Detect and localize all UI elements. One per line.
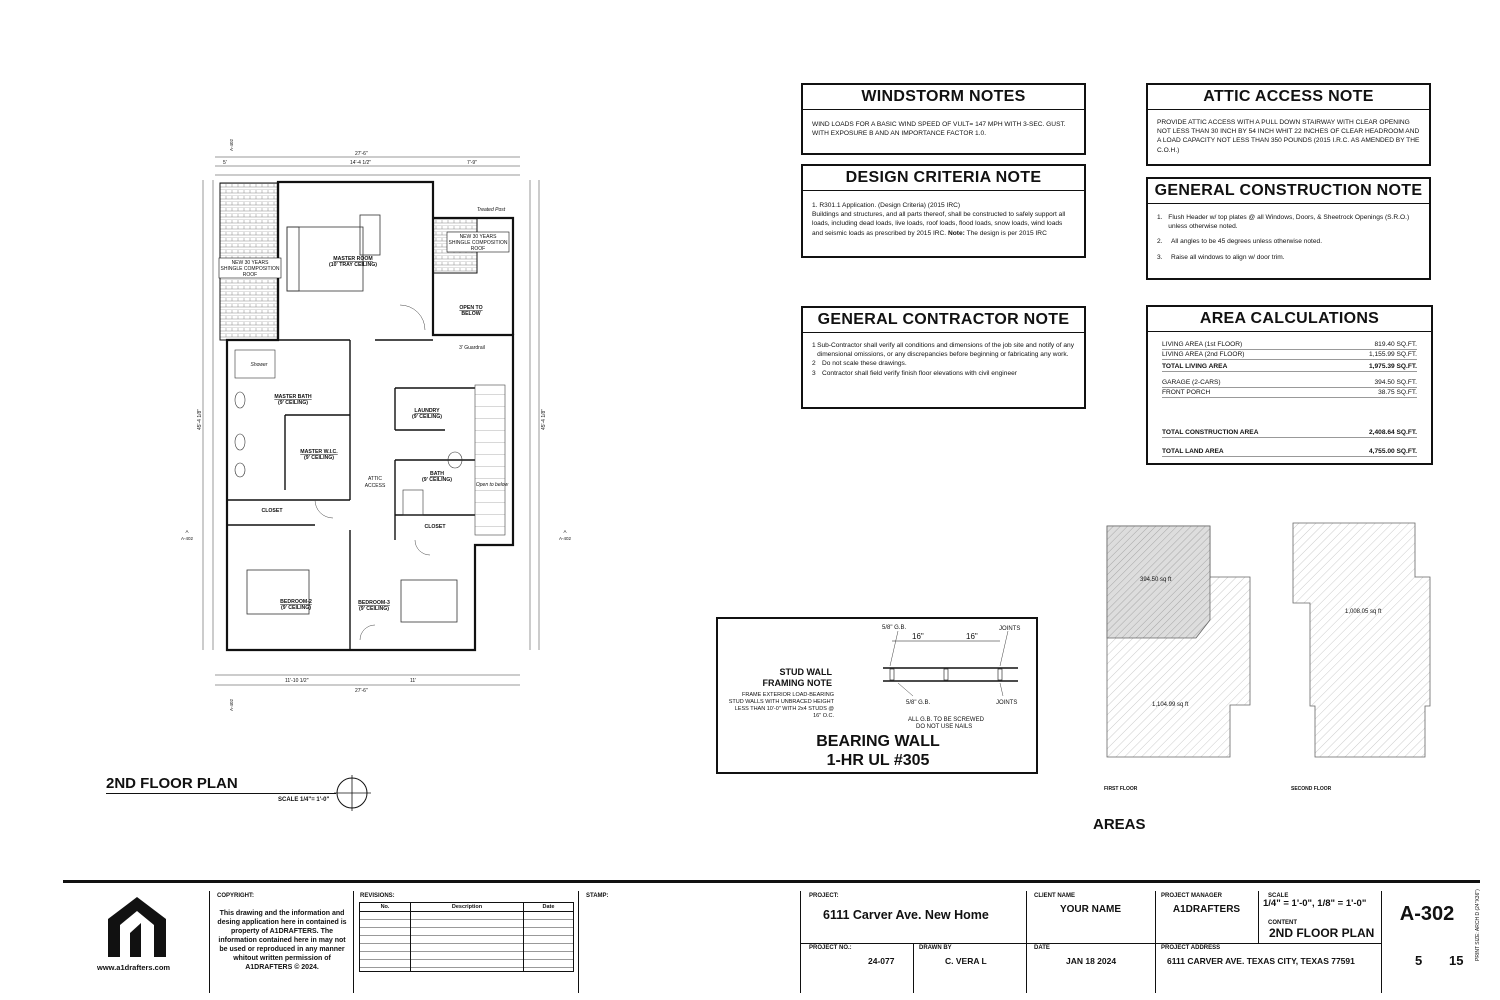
general-contractor-note (801, 306, 1086, 409)
scale-value: 1/4" = 1'-0", 1/8" = 1'-0" (1263, 898, 1367, 909)
plan-title: 2ND FLOOR PLAN (106, 775, 238, 792)
date-value: JAN 18 2024 (1066, 956, 1117, 966)
attic-title: ATTIC ACCESS NOTE (1148, 85, 1429, 110)
treated-post-label: Treated Post (476, 207, 506, 213)
copyright-label: COPYRIGHT: (217, 893, 255, 899)
open-below-label: Open to below (475, 482, 509, 488)
content-value: 2ND FLOOR PLAN (1269, 926, 1375, 940)
roof-left-line3: ROOF (242, 272, 258, 278)
garage-area-label: 394.50 sq ft (1140, 577, 1172, 583)
stud-gb-top: 5/8" G.B. (882, 625, 907, 631)
design-note-label: Note: (947, 229, 965, 237)
stud-spacing-1: 16" (912, 632, 924, 641)
area-row-total-construction: TOTAL CONSTRUCTION AREA 2,408.64 SQ.FT. (1162, 429, 1417, 436)
copyright-text: This drawing and the information and desing application here in contained is property of A1DRAFTERS. The information contained here in may not be used or reproduced in any manner whitout written permission of A1DRAFTERS © 2024. (217, 910, 347, 971)
roof-right-line3: ROOF (470, 246, 486, 252)
contractor-item: 2 Do not scale these drawings. (812, 360, 907, 368)
bearing-wall-title: BEARING WALL (816, 733, 940, 750)
room-master-bath-ceiling: (9' CEILING) (277, 400, 309, 406)
roof-left-line1: NEW 30 YEARS (231, 260, 269, 266)
rev-col-desc: Description (411, 903, 524, 911)
rev-col-no: No. (360, 903, 411, 911)
dim-right-total: 45'-4 1/8" (541, 408, 547, 430)
room-below: BELOW (461, 311, 481, 317)
construction-title: GENERAL CONSTRUCTION NOTE (1148, 179, 1429, 204)
sheet-number: A-302 (1399, 903, 1455, 925)
shower-label: Shower (250, 362, 268, 368)
second-floor-label: SECOND FLOOR (1291, 786, 1332, 792)
room-open-to: OPEN TO (459, 305, 483, 311)
plan-scale: SCALE 1/4"= 1'-0" (278, 797, 330, 803)
dim-left-total: 45'-4 1/8" (197, 408, 203, 430)
stud-title2: FRAMING NOTE (762, 678, 832, 688)
room-closet-right: CLOSET (424, 524, 446, 530)
area-row: FRONT PORCH 38.75 SQ.FT. (1162, 389, 1417, 396)
room-master: MASTER ROOM (333, 256, 373, 262)
construction-item: 1. Flush Header w/ top plates @ all Windows, Doors, & Sheetrock Openings (S.R.O.) unless otherwise noted. (1157, 214, 1410, 231)
room-attic: ATTIC (367, 476, 383, 482)
stud-joints-bottom: JOINTS (996, 700, 1018, 706)
page-count: 15 (1449, 953, 1464, 968)
stud-gb-bottom: 5/8" G.B. (906, 700, 931, 706)
address-label: PROJECT ADDRESS (1161, 945, 1221, 951)
design-title: DESIGN CRITERIA NOTE (803, 166, 1084, 191)
design-criteria-note (801, 164, 1086, 258)
contractor-item: 3 Contractor shall field verify finish floor elevations with civil engineer (812, 369, 1017, 377)
windstorm-body: WIND LOADS FOR A BASIC WIND SPEED OF VULT= 147 MPH WITH 3-SEC. GUST. WITH EXPOSURE B AND AN IMPORTANCE FACTOR 1.0. (812, 121, 1066, 138)
room-master-wic-ceiling: (9' CEILING) (303, 455, 335, 461)
section-tag-bottom: A-402 (229, 698, 234, 712)
dim-top-b: 7'-9" (467, 160, 477, 166)
floor-plan-drawing (175, 130, 595, 720)
areas-calc-title: AREA CALCULATIONS (1148, 307, 1431, 332)
first-area-label: 1,104.99 sq ft (1152, 702, 1189, 708)
projno-value: 24-077 (868, 956, 895, 966)
revisions-label: REVISIONS: (360, 893, 395, 899)
address-value: 6111 CARVER AVE. TEXAS CITY, TEXAS 77591 (1167, 956, 1355, 966)
revisions-table (359, 902, 574, 972)
windstorm-title: WINDSTORM NOTES (803, 85, 1084, 110)
client-label: CLIENT NAME (1034, 893, 1075, 899)
room-bath-ceiling: (9' CEILING) (421, 477, 453, 483)
bearing-wall-ul: 1-HR UL #305 (826, 752, 930, 769)
dim-bottom-b: 11' (410, 678, 417, 684)
project-name: 6111 Carver Ave. New Home (823, 908, 989, 922)
area-row: LIVING AREA (1st FLOOR) 819.40 SQ.FT. (1162, 341, 1417, 348)
room-bath: BATH (429, 471, 445, 477)
design-line2: Buildings and structures, and all parts thereof, shall be constructed to safely support all loads, including dead loads, live loads, roof loads, flood loads, snow loads, wind loads and seismic loads as prescribed by 2015 IRC. (812, 211, 1066, 237)
section-letter-left: A (185, 529, 189, 534)
drawn-value: C. VERA L (945, 956, 987, 966)
areas-diagram (1100, 518, 1490, 798)
room-bedroom2: BEDROOM-2 (280, 599, 312, 605)
construction-item: 2. All angles to be 45 degrees unless otherwise noted. (1157, 238, 1323, 246)
attic-access-note (1146, 83, 1431, 166)
stamp-label: STAMP: (586, 893, 609, 899)
roof-left-line2: SHINGLE COMPOSITION (220, 266, 280, 272)
stud-screw1: ALL G.B. TO BE SCREWED (908, 717, 984, 723)
stud-joints-top: JOINTS (999, 626, 1021, 632)
area-row: LIVING AREA (2nd FLOOR) 1,155.99 SQ.FT. (1162, 351, 1417, 358)
guardrail-label: 3' Guardrail (459, 345, 485, 351)
print-size: PRINT SIZE: ARCH D (24"X36") (1475, 889, 1481, 961)
area-row-total-living: TOTAL LIVING AREA 1,975.39 SQ.FT. (1162, 363, 1417, 370)
section-tag-top: A-402 (229, 138, 234, 152)
area-row-total-land: TOTAL LAND AREA 4,755.00 SQ.FT. (1162, 448, 1417, 455)
stud-title1: STUD WALL (779, 667, 832, 677)
windstorm-notes (801, 83, 1086, 155)
room-laundry-ceiling: (9' CEILING) (411, 414, 443, 420)
projno-label: PROJECT NO.: (809, 945, 852, 951)
design-note-text: The design is per 2015 IRC (966, 229, 1047, 237)
room-bedroom2-ceiling: (9' CEILING) (280, 605, 312, 611)
stud-screw2: DO NOT USE NAILS (916, 724, 973, 730)
scale-label: SCALE (1268, 893, 1289, 899)
client-name: YOUR NAME (1059, 904, 1122, 915)
stud-wall-section (868, 621, 1033, 731)
contractor-title: GENERAL CONTRACTOR NOTE (803, 308, 1084, 333)
stud-spacing-2: 16" (966, 632, 978, 641)
area-row: GARAGE (2-CARS) 394.50 SQ.FT. (1162, 379, 1417, 386)
room-bedroom3: BEDROOM-3 (358, 600, 390, 606)
first-floor-label: FIRST FLOOR (1104, 786, 1138, 792)
design-line1: 1. R301.1 Application. (Design Criteria) (2015 IRC) (812, 202, 961, 209)
north-arrow-icon (334, 775, 372, 811)
room-access: ACCESS (364, 483, 386, 489)
section-tag-left: A-402 (180, 536, 194, 541)
dim-top-total: 27'-6" (355, 151, 368, 157)
a1drafters-logo-icon (103, 891, 171, 959)
dim-top-c: 5' (223, 160, 227, 166)
room-master-bath: MASTER BATH (274, 394, 312, 400)
dim-top-a: 14'-4 1/2" (350, 160, 372, 166)
room-laundry: LAUNDRY (414, 408, 440, 414)
room-master-wic: MASTER W.I.C. (300, 449, 338, 455)
pm-name: A1DRAFTERS (1172, 904, 1241, 915)
attic-body: PROVIDE ATTIC ACCESS WITH A PULL DOWN STAIRWAY WITH CLEAR OPENING NOT LESS THAN 30 INCH BY 54 INCH WHIT 22 INCHES OF CLEAR HEADROOM AND A LOAD CAPACITY NOT LESS THAN 350 POUNDS (2015 I.R.C. AS AMENDED BY THE C.O.H.) (1157, 119, 1420, 154)
project-label: PROJECT: (809, 893, 839, 899)
contractor-item: 1 Sub-Contractor shall verify all conditions and dimensions of the job site and notify of any dimensional omissions, or any discrepancies before beginning or fabricating any work. (812, 342, 1074, 359)
pm-label: PROJECT MANAGER (1161, 893, 1223, 899)
date-label: DATE (1034, 945, 1050, 951)
construction-item: 3. Raise all windows to align w/ door trim. (1157, 253, 1285, 261)
general-construction-note (1146, 177, 1431, 280)
dim-bottom-a: 11'-10 1/2" (285, 678, 309, 684)
room-master-ceiling: (10' TRAY CEILING) (329, 262, 377, 268)
roof-right-line2: SHINGLE COMPOSITION (448, 240, 508, 246)
content-label: CONTENT (1268, 920, 1297, 926)
room-bedroom3-ceiling: (9' CEILING) (358, 606, 390, 612)
stud-body: FRAME EXTERIOR LOAD-BEARING STUD WALLS WITH UNBRACED HEIGHT LESS THAN 10'-0" WITH 2x4 STUDS @ 16" O.C. (728, 692, 834, 719)
dim-bottom-total: 27'-6" (355, 688, 368, 694)
title-block (63, 880, 1480, 995)
page-number: 5 (1415, 953, 1423, 968)
website-text: www.a1drafters.com (97, 963, 171, 972)
room-closet-left: CLOSET (261, 508, 283, 514)
plan-title-underline (106, 793, 336, 794)
drawn-label: DRAWN BY (919, 945, 952, 951)
section-letter-right: A (563, 529, 567, 534)
area-calculations (1146, 305, 1433, 465)
section-tag-right: A-402 (558, 536, 572, 541)
rev-col-date: Date (542, 904, 555, 910)
stud-wall-detail (716, 617, 1038, 774)
roof-right-line1: NEW 30 YEARS (459, 234, 497, 240)
areas-title: AREAS (1093, 816, 1146, 833)
second-area-label: 1,008.05 sq ft (1345, 609, 1382, 615)
